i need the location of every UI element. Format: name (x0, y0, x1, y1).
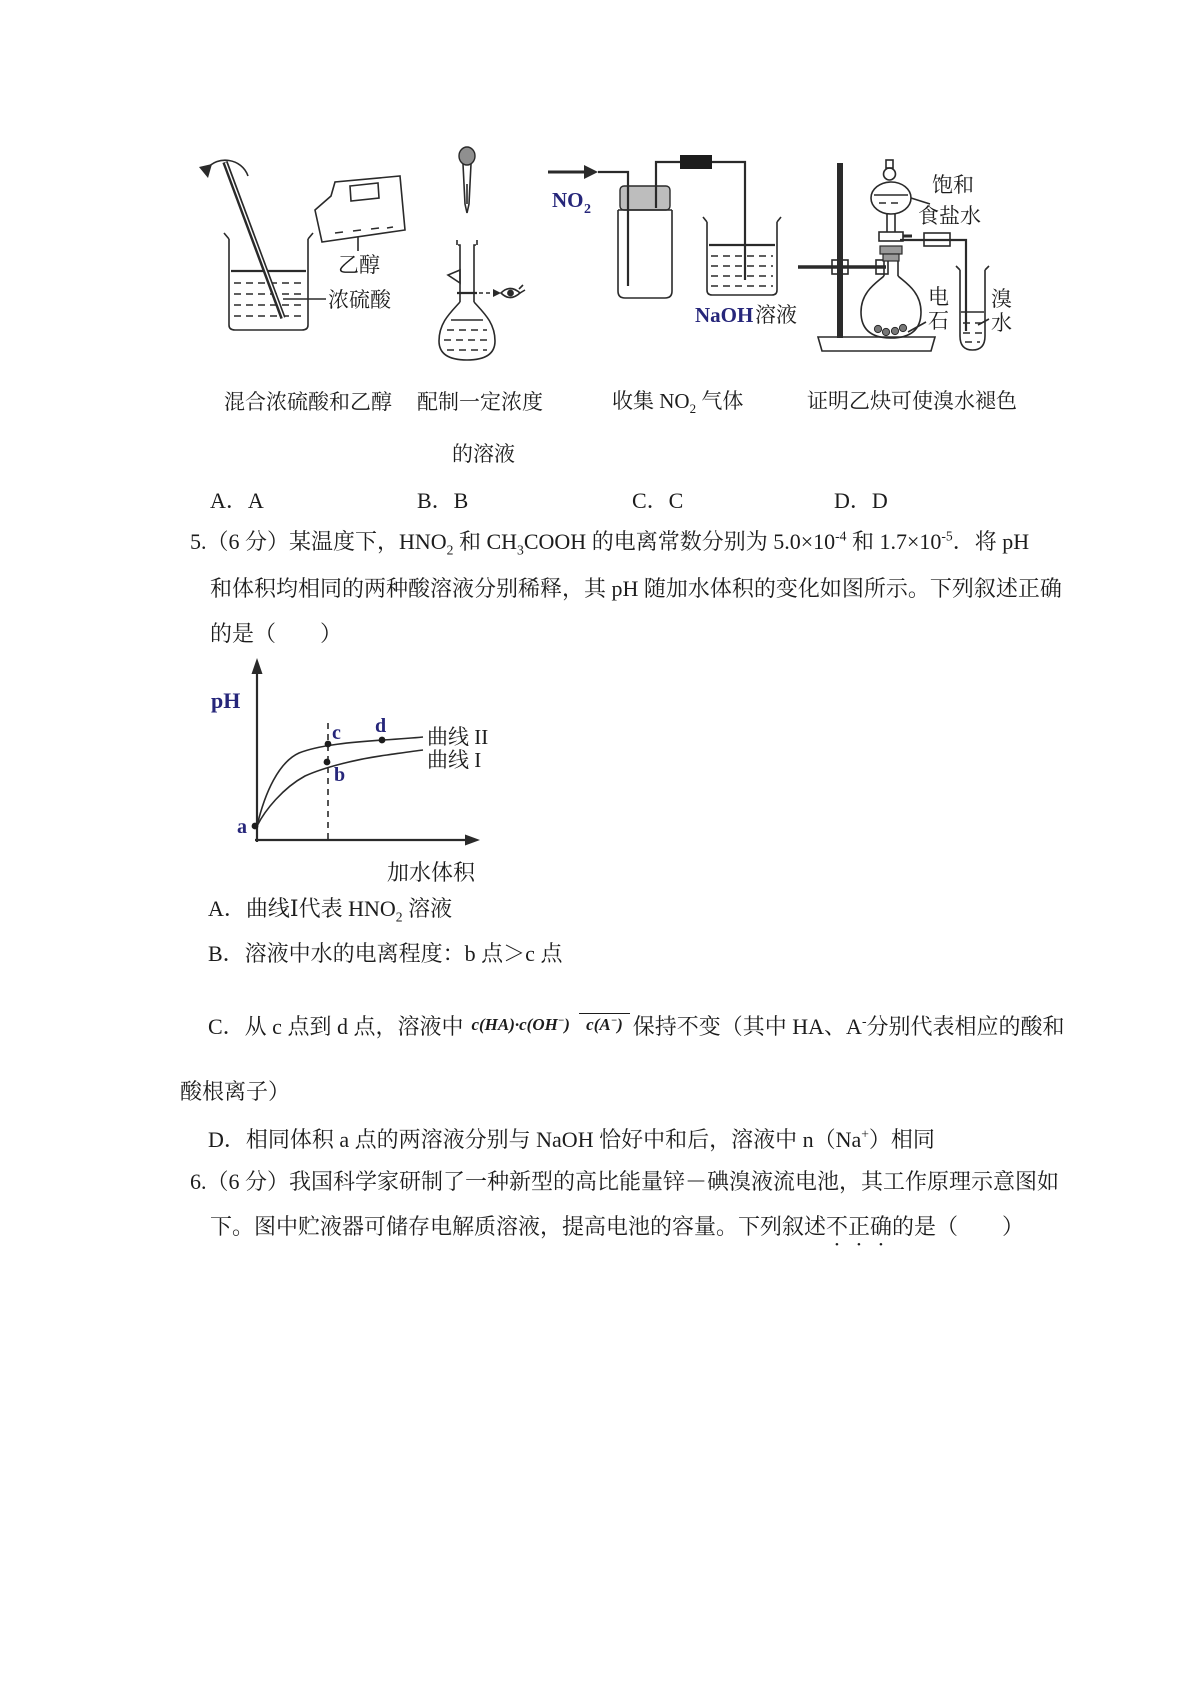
dropping-funnel-bulb (871, 182, 911, 214)
apparatus-d-acetylene-diagram (740, 136, 1030, 364)
apparatus-a-mixing-diagram (185, 138, 410, 360)
ethanol-bottle (315, 176, 405, 242)
choice-a: A．A (210, 488, 264, 513)
ethanol-label: 乙醇 (338, 253, 380, 277)
outlet-tube (656, 162, 745, 280)
q6-stem-line2: 下。图中贮液器可储存电解质溶液，提高电池的容量。下列叙述不正确的是（ ） (210, 1214, 1025, 1239)
caption-apparatus-d: 证明乙炔可使溴水褪色 (807, 389, 1017, 413)
q5-option-d: D．相同体积 a 点的两溶液分别与 NaOH 恰好中和后，溶液中 n（Na+）相同 (208, 1126, 935, 1152)
q6-stem-line1: 6.（6 分）我国科学家研制了一种新型的高比能量锌－碘溴液流电池，其工作原理示意图如 (190, 1169, 1060, 1194)
caption-apparatus-c: 收集 $NO_2$ 气体 (612, 389, 744, 417)
q5-stem-line3: 的是（ ） (210, 621, 343, 646)
curve-ii-label: 曲线 II (427, 725, 489, 749)
round-flask (861, 276, 921, 338)
q5-stem-line2: 和体积均相同的两种酸溶液分别稀释，其 pH 随加水体积的变化如图所示。下列叙述正确 (210, 576, 1062, 601)
point-a-dot (252, 823, 259, 830)
choice-d: D．D (834, 488, 888, 513)
naoh-label: NaOH (695, 303, 754, 327)
curve-i (257, 750, 423, 826)
point-a-label: a (237, 816, 247, 838)
point-c-label: c (332, 722, 341, 744)
bottle-label (350, 183, 379, 201)
choice-c: C．C (632, 488, 684, 513)
q5-option-b: B．溶液中水的电离程度：b 点＞c 点 (208, 941, 563, 966)
choice-b: B．B (417, 488, 469, 513)
rubber-connector (680, 155, 712, 169)
fraction-denominator: c(A−) (579, 1013, 630, 1034)
fraction-numerator: c(HA)·c(OH−) (471, 1015, 570, 1035)
funnel-stopper (886, 160, 893, 168)
stand-base (818, 337, 935, 351)
ground-joint (880, 246, 902, 254)
test-tube (956, 266, 989, 350)
carbide-leader-line (908, 322, 926, 332)
no2-gas-label-sub: 2 (584, 202, 591, 217)
q5-stem-line1: 5.（6 分）某温度下，$HNO_2$ 和 $CH_3COOH$ 的电离常数分别为 $5.0\times 10^{-4}$ 和 $1.7\times 10^{-5}$．将 pH (190, 528, 1030, 558)
y-axis-label: pH (211, 688, 241, 713)
x-axis-label: 加水体积 (387, 860, 476, 885)
flask-bulb (439, 302, 495, 360)
q5-option-c-suffix: 保持不变（其中 HA、A-分别代表相应的酸和 (632, 1013, 1065, 1039)
saturated-brine-label-1: 饱和 (932, 173, 974, 197)
solution-label: 溶液 (755, 303, 797, 327)
q5-option-c (208, 993, 1065, 1057)
bromine-water-label-2: 水 (991, 311, 1012, 335)
q5-option-c-continuation: 酸根离子） (180, 1079, 291, 1104)
no2-gas-label: NO (552, 188, 584, 212)
q5-option-a: A．曲线Ⅰ代表 $HNO_2$ 溶液 (208, 896, 453, 925)
saturated-brine-label-2: 食盐水 (918, 204, 981, 228)
bromine-water-label-1: 溴 (991, 287, 1012, 311)
point-d-dot (379, 737, 386, 744)
sulfuric-acid-label: 浓硫酸 (328, 288, 391, 312)
funnel-stem (887, 214, 895, 232)
q5-option-c-fraction (466, 1015, 629, 1035)
q5-ph-dilution-graph (195, 650, 505, 885)
bromine-leader-line (978, 319, 989, 325)
q5-option-c-prefix: C．从 c 点到 d 点，溶液中 (208, 1013, 464, 1039)
stopcock (879, 232, 903, 241)
caption-apparatus-b-line1: 配制一定浓度 (417, 390, 543, 414)
neck-mark-flag (448, 270, 460, 283)
dropper-bulb (459, 147, 475, 165)
caption-apparatus-b-line2: 的溶液 (452, 442, 515, 466)
point-b-dot (324, 759, 331, 766)
point-c-dot (325, 741, 332, 748)
curve-i-label: 曲线 I (427, 748, 482, 772)
caption-apparatus-a: 混合浓硫酸和乙醇 (224, 390, 392, 414)
carbide-lumps (874, 324, 906, 335)
carbide-label-1: 电 (928, 285, 949, 309)
point-d-label: d (375, 715, 387, 737)
sight-arrow (493, 289, 501, 297)
carbide-label-2: 石 (928, 309, 949, 333)
gas-bottle (618, 210, 672, 298)
point-b-label: b (334, 764, 346, 786)
